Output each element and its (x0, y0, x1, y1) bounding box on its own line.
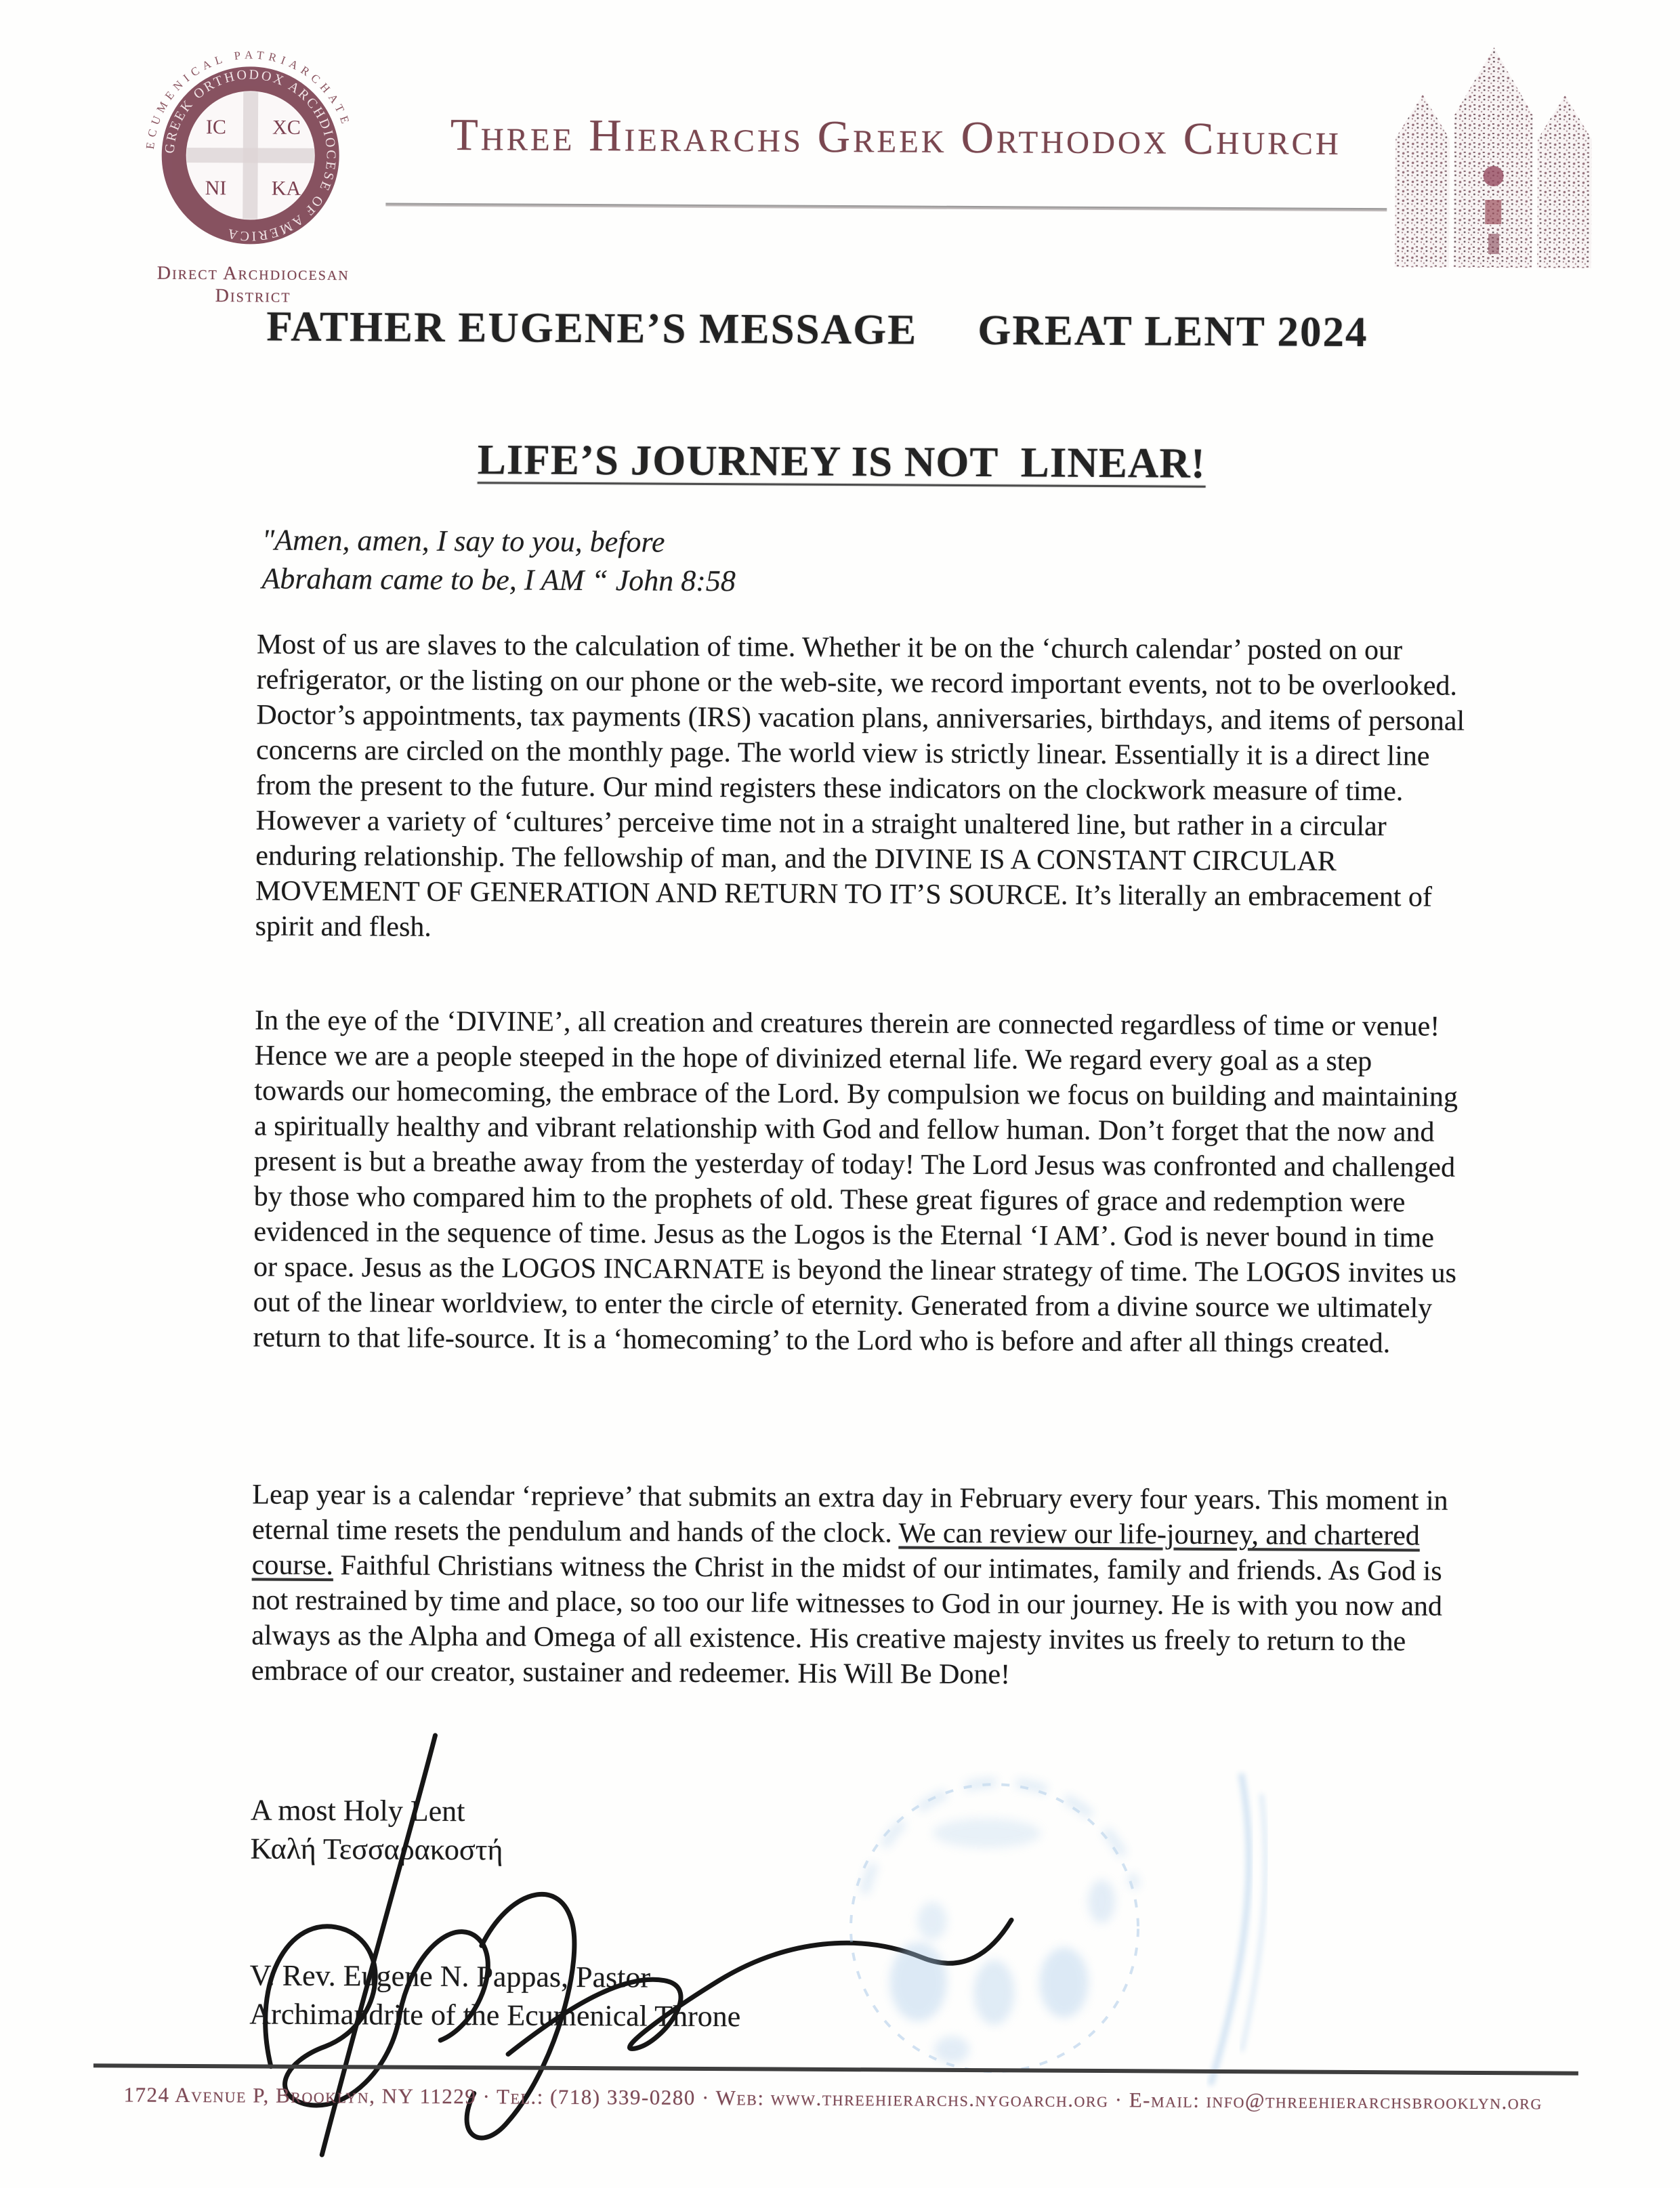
seal-cross-horizontal (187, 148, 314, 163)
district-line2: District (215, 285, 291, 307)
paragraph-2: In the eye of the ‘DIVINE’, all creation and creatures therein are connected regardless of time or venue! Hence we are a people steeped in the hope of divinized eternal life. We regard every goal as a step towards our homecoming, the embrace of the Lord. By compulsion we focus on building and maintaining a spiritually healthy and vibrant relationship with God and fellow human. Don’t forget that the now and present is but a breathe away from the yesterday of today! The Lord Jesus was confronted and challenged by those who compared him to the prophets of old. These great figures of grace and redemption were evidenced in the sequence of time. Jesus as the Logos is the Eternal ‘I AM’. God is never bound in time or space. Jesus as the LOGOS INCARNATE is beyond the linear strategy of time. The LOGOS invites us out of the linear worldview, to enter the circle of eternity. Generated from a divine source we ultimately return to that life-source. It is a ‘homecoming’ to the Lord who is before and after all things created. (253, 1005, 1458, 1360)
seal-ni-label: NI (205, 177, 227, 200)
district-label (98, 261, 409, 308)
message-heading: FATHER EUGENE’S MESSAGE (266, 302, 918, 354)
closing-greek: Καλή Τεσσαρακοστή (250, 1832, 503, 1867)
signer-block (249, 1956, 740, 2036)
blue-stamp-icon (816, 1758, 1177, 2105)
season-heading: GREAT LENT 2024 (978, 306, 1368, 356)
paragraph-3-underlined: We can review our life-journey, and chartered course. (251, 1517, 1420, 1582)
district-line1: Direct Archdiocesan (156, 262, 350, 285)
seal-ka-label: KA (271, 177, 301, 200)
archdiocese-seal-icon (131, 25, 370, 264)
seal-ic-label: IC (205, 116, 227, 139)
seal-outer-text: ECUMENICAL PATRIARCHATE (143, 48, 354, 150)
paragraph-3-start: Leap year is a calendar ‘reprieve’ that submits an extra day in February every four years. This moment in eternal time resets the pendulum and hands of the clock. (251, 1479, 1448, 1549)
closing-english: A most Holy Lent (250, 1793, 465, 1828)
paragraph-3 (251, 1477, 1464, 1694)
paragraph-3-end: Faithful Christians witness the Christ in the midst of our intimates, family and friends. As God is not restrained by time and place, so too our life witnesses to God in our journey. He is with you now and always as the Alpha and Omega of all existence. His creative majesty invites us freely to return to the embrace of our creator, sustainer and redeemer. His Will Be Done! (251, 1550, 1443, 1691)
letter-title: LIFE’S JOURNEY IS NOT LINEAR! (477, 436, 1206, 487)
church-name: Three Hierarchs Greek Orthodox Church (450, 109, 1342, 165)
quote-line1: "Amen, amen, I say to you, before (261, 523, 665, 559)
footer-contact: 1724 Avenue P, Brooklyn, NY 11229 · Tel.: (718) 339-0280 · Web: www.threehierarchs.nygoarch.org · E-mail: info@threehierarchsbrooklyn.org (123, 2082, 1542, 2114)
paragraph-1: Most of us are slaves to the calculation of time. Whether it be on the ‘church calendar’ posted on our refrigerator, or the listing on our phone or the web-site, we record important events, not to be overlooked. Doctor’s appointments, tax payments (IRS) vacation plans, anniversaries, birthdays, and items of personal concerns are circled on the monthly page. The world view is strictly linear. Essentially it is a direct line from the present to the future. Our mind registers these indicators on the clockwork measure of time. However a variety of ‘cultures’ perceive time not in a straight unaltered line, but rather in a circular enduring relationship. The fellowship of man, and the DIVINE IS A CONSTANT CIRCULAR MOVEMENT OF GENERATION AND RETURN TO IT’S SOURCE. It’s literally an embracement of spirit and flesh. (255, 629, 1465, 943)
header-rule (385, 203, 1387, 211)
stamp-smudge-icon (1182, 1767, 1286, 2092)
closing-greeting (250, 1790, 503, 1869)
scripture-quote (261, 521, 736, 601)
three-hierarchs-icon (1391, 37, 1596, 282)
signer-name: V. Rev. Eugene N. Pappas, Pastor (249, 1958, 651, 1994)
seal-ring-text: GREEK ORTHODOX ARCHDIOCESE OF AMERICA (162, 67, 339, 244)
quote-line2: Abraham came to be, I AM “ John 8:58 (261, 562, 736, 598)
signer-title: Archimandrite of the Ecumenical Throne (249, 1997, 741, 2034)
seal-xc-label: XC (272, 116, 301, 139)
